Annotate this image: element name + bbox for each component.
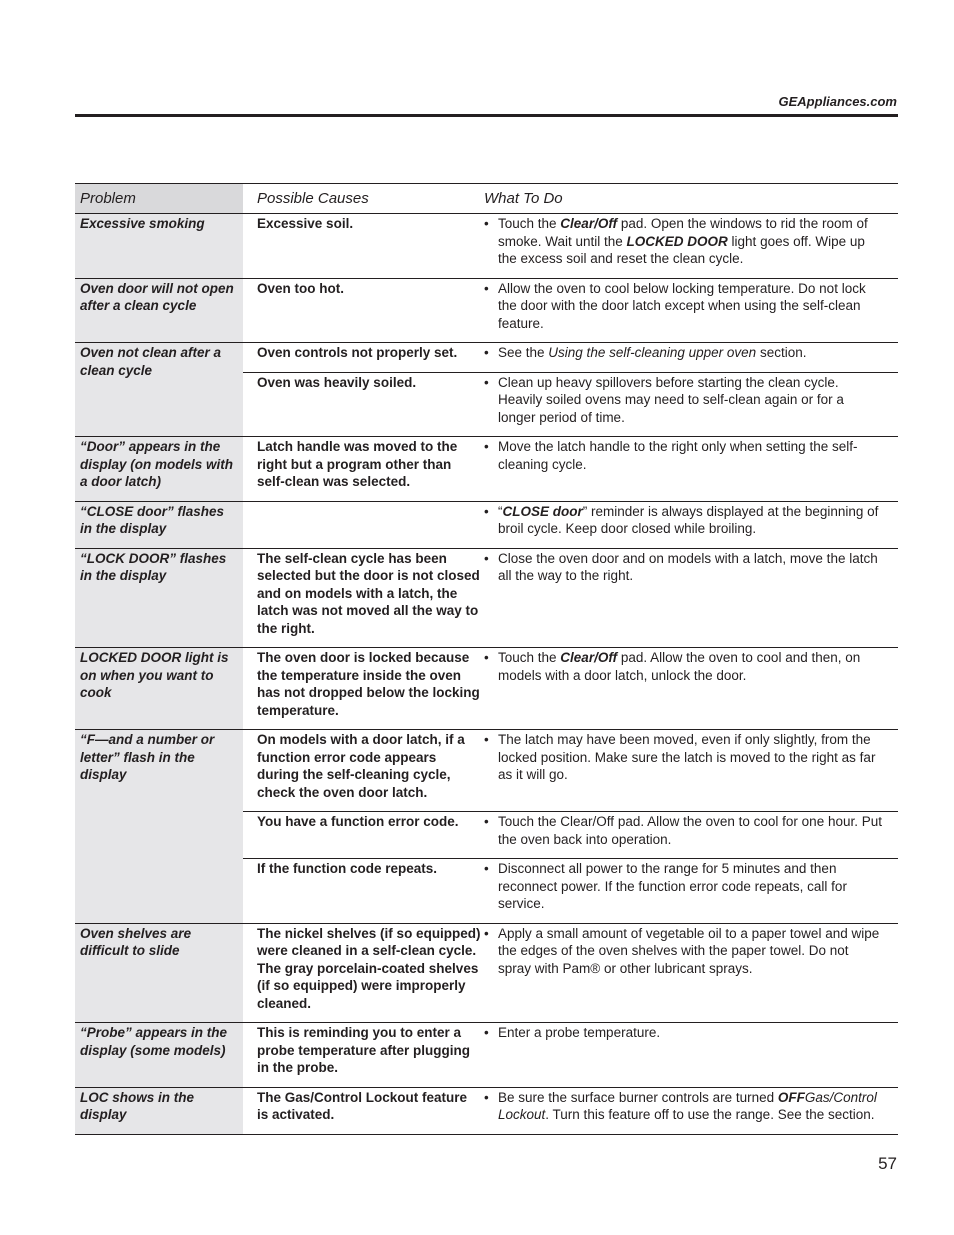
possible-cause-cell: Latch handle was moved to the right but a program other than self-clean was selected. bbox=[243, 437, 483, 502]
header-possible-causes: Possible Causes bbox=[243, 184, 483, 214]
remedy-text bbox=[498, 374, 884, 427]
possible-cause-cell: Oven too hot. bbox=[243, 278, 483, 343]
remedy-text bbox=[498, 550, 884, 585]
remedy-text-part: Enter a probe temperature. bbox=[498, 1025, 661, 1040]
table-row bbox=[75, 278, 898, 343]
bullet-item bbox=[484, 550, 884, 585]
bullet-icon: • bbox=[484, 732, 489, 747]
remedy-text-part: “ bbox=[498, 503, 503, 519]
remedy-text bbox=[498, 1024, 884, 1042]
bullet-icon: • bbox=[484, 1025, 489, 1040]
remedy-text-part: ” reminder is always displayed at the beginning of broil cycle. Keep door closed while broiling. bbox=[498, 503, 879, 536]
possible-cause-cell: Oven was heavily soiled. bbox=[243, 372, 483, 437]
bullet-icon: • bbox=[484, 1089, 489, 1105]
remedy-text-part: section. bbox=[827, 1107, 875, 1122]
troubleshooting-table-wrapper bbox=[75, 183, 898, 1135]
header-rule bbox=[75, 114, 898, 117]
emphasis-term: CLOSE door bbox=[502, 503, 583, 519]
table-row bbox=[75, 1023, 898, 1088]
what-to-do-cell bbox=[483, 923, 898, 1023]
bullet-icon: • bbox=[484, 925, 489, 941]
section-reference: Using the self-cleaning upper oven bbox=[548, 345, 757, 360]
remedy-text-part: Move the latch handle to the right only when setting the self-cleaning cycle. bbox=[498, 439, 858, 472]
bullet-item bbox=[484, 215, 884, 268]
remedy-text bbox=[498, 215, 884, 268]
remedy-text bbox=[498, 344, 884, 362]
bullet-item bbox=[484, 280, 884, 333]
what-to-do-cell bbox=[483, 214, 898, 279]
page-number: 57 bbox=[878, 1154, 897, 1173]
what-to-do-cell bbox=[483, 278, 898, 343]
bullet-item bbox=[484, 925, 884, 978]
what-to-do-cell bbox=[483, 548, 898, 648]
possible-cause-cell: Oven controls not properly set. bbox=[243, 343, 483, 373]
possible-cause-cell: This is reminding you to enter a probe temperature after plugging in the probe. bbox=[243, 1023, 483, 1088]
possible-cause-cell: The Gas/Control Lockout feature is activated. bbox=[243, 1087, 483, 1134]
troubleshooting-table bbox=[75, 183, 898, 1135]
remedy-text bbox=[498, 731, 884, 784]
table-row bbox=[75, 501, 898, 548]
problem-cell: Oven not clean after a clean cycle bbox=[75, 343, 243, 437]
remedy-text-part: Apply a small amount of vegetable oil to a paper towel and wipe the edges of the oven shelves with the paper towel. Do not spray with Pam® or other lubricant sprays. bbox=[498, 925, 880, 976]
bullet-item bbox=[484, 1024, 884, 1042]
remedy-text bbox=[498, 925, 884, 978]
remedy-text bbox=[498, 503, 884, 538]
what-to-do-cell bbox=[483, 859, 898, 924]
bullet-item bbox=[484, 860, 884, 913]
bullet-icon: • bbox=[484, 374, 489, 390]
bullet-icon: • bbox=[484, 861, 489, 876]
site-url: GEAppliances.com bbox=[778, 94, 897, 109]
possible-cause-cell: Excessive soil. bbox=[243, 214, 483, 279]
bullet-icon: • bbox=[484, 439, 489, 454]
emphasis-term: OFF bbox=[777, 1089, 805, 1105]
problem-cell: “LOCK DOOR” flashes in the display bbox=[75, 548, 243, 648]
header-what-to-do: What To Do bbox=[483, 184, 898, 214]
table-row bbox=[75, 343, 898, 373]
problem-cell: Oven door will not open after a clean cycle bbox=[75, 278, 243, 343]
possible-cause-cell: The oven door is locked because the temperature inside the oven has not dropped below the locking temperature. bbox=[243, 648, 483, 730]
what-to-do-cell bbox=[483, 648, 898, 730]
remedy-text-part: See the bbox=[498, 345, 549, 360]
remedy-text-part: pad. Open the windows to rid the room of smoke. Wait until the bbox=[498, 216, 868, 249]
what-to-do-cell bbox=[483, 501, 898, 548]
emphasis-term: Clear/Off bbox=[560, 216, 618, 231]
problem-cell: “Door” appears in the display (on models with a door latch) bbox=[75, 437, 243, 502]
what-to-do-cell bbox=[483, 372, 898, 437]
problem-cell: LOCKED DOOR light is on when you want to cook bbox=[75, 648, 243, 730]
header-problem: Problem bbox=[75, 184, 243, 214]
remedy-text bbox=[498, 1089, 884, 1124]
possible-cause-cell: If the function code repeats. bbox=[243, 859, 483, 924]
table-row bbox=[75, 437, 898, 502]
bullet-item bbox=[484, 503, 884, 538]
problem-cell: “CLOSE door” flashes in the display bbox=[75, 501, 243, 548]
remedy-text-part: . Turn this feature off to use the range. See the bbox=[545, 1107, 828, 1122]
remedy-text-part: Touch the bbox=[498, 216, 561, 231]
table-header-row bbox=[75, 184, 898, 214]
bullet-item bbox=[484, 649, 884, 684]
table-row bbox=[75, 648, 898, 730]
remedy-text-part: Touch the Clear/Off pad. Allow the oven to cool for one hour. Put the oven back into operation. bbox=[498, 814, 882, 847]
bullet-item bbox=[484, 1089, 884, 1124]
emphasis-term: Clear/Off bbox=[560, 650, 618, 665]
bullet-icon: • bbox=[484, 280, 489, 296]
remedy-text-part: Close the oven door and on models with a latch, move the latch all the way to the right. bbox=[498, 550, 878, 583]
remedy-text-part: Disconnect all power to the range for 5 minutes and then reconnect power. If the function error code repeats, call for service. bbox=[498, 861, 847, 911]
remedy-text-part: Clean up heavy spillovers before starting the clean cycle. Heavily soiled ovens may need to self-clean again or for a longer period of time. bbox=[498, 374, 844, 425]
remedy-text-part: Allow the oven to cool below locking temperature. Do not lock the door with the door latch except when using the self-clean feature. bbox=[498, 280, 866, 331]
bullet-icon: • bbox=[484, 503, 489, 519]
bullet-item bbox=[484, 374, 884, 427]
remedy-text bbox=[498, 813, 884, 848]
problem-cell: LOC shows in the display bbox=[75, 1087, 243, 1134]
bullet-icon: • bbox=[484, 814, 489, 829]
remedy-text bbox=[498, 860, 884, 913]
bullet-item bbox=[484, 813, 884, 848]
bullet-icon: • bbox=[484, 345, 489, 360]
remedy-text-part: Touch the bbox=[498, 650, 561, 665]
what-to-do-cell bbox=[483, 437, 898, 502]
bullet-item bbox=[484, 731, 884, 784]
table-row bbox=[75, 1087, 898, 1134]
problem-cell: Excessive smoking bbox=[75, 214, 243, 279]
table-row bbox=[75, 923, 898, 1023]
table-row bbox=[75, 730, 898, 812]
remedy-text-part: light goes off. Wipe up the excess soil and reset the clean cycle. bbox=[498, 233, 865, 266]
remedy-text bbox=[498, 280, 884, 333]
bullet-icon: • bbox=[484, 550, 489, 566]
bullet-icon: • bbox=[484, 650, 489, 665]
table-row bbox=[75, 214, 898, 279]
what-to-do-cell bbox=[483, 1087, 898, 1134]
possible-cause-cell: You have a function error code. bbox=[243, 812, 483, 859]
table-row bbox=[75, 548, 898, 648]
bullet-icon: • bbox=[484, 216, 489, 231]
bullet-item bbox=[484, 438, 884, 473]
bullet-item bbox=[484, 344, 884, 362]
possible-cause-cell: The self-clean cycle has been selected but the door is not closed and on models with a latch, the latch was not moved all the way to the right. bbox=[243, 548, 483, 648]
remedy-text bbox=[498, 438, 884, 473]
remedy-text bbox=[498, 649, 884, 684]
what-to-do-cell bbox=[483, 730, 898, 812]
what-to-do-cell bbox=[483, 343, 898, 373]
possible-cause-cell: On models with a door latch, if a function error code appears during the self-cleaning cycle, check the oven door latch. bbox=[243, 730, 483, 812]
remedy-text-part: Be sure the surface burner controls are turned bbox=[498, 1089, 778, 1105]
table-body bbox=[75, 214, 898, 1135]
remedy-text-part: The latch may have been moved, even if only slightly, from the locked position. Make sure the latch is moved to the right as far as it will go. bbox=[498, 732, 876, 782]
remedy-text-part: pad. Allow the oven to cool and then, on models with a door latch, unlock the door. bbox=[498, 650, 861, 683]
possible-cause-cell: The nickel shelves (if so equipped) were cleaned in a self-clean cycle. The gray porcelain-coated shelves (if so equipped) were improperly cleaned. bbox=[243, 923, 483, 1023]
what-to-do-cell bbox=[483, 812, 898, 859]
possible-cause-cell bbox=[243, 501, 483, 548]
what-to-do-cell bbox=[483, 1023, 898, 1088]
remedy-text-part: section. bbox=[756, 345, 807, 360]
emphasis-term: LOCKED DOOR bbox=[626, 233, 728, 249]
problem-cell: Oven shelves are difficult to slide bbox=[75, 923, 243, 1023]
problem-cell: “F—and a number or letter” flash in the display bbox=[75, 730, 243, 924]
section-reference: Gas/Control Lockout bbox=[498, 1089, 877, 1122]
problem-cell: “Probe” appears in the display (some models) bbox=[75, 1023, 243, 1088]
